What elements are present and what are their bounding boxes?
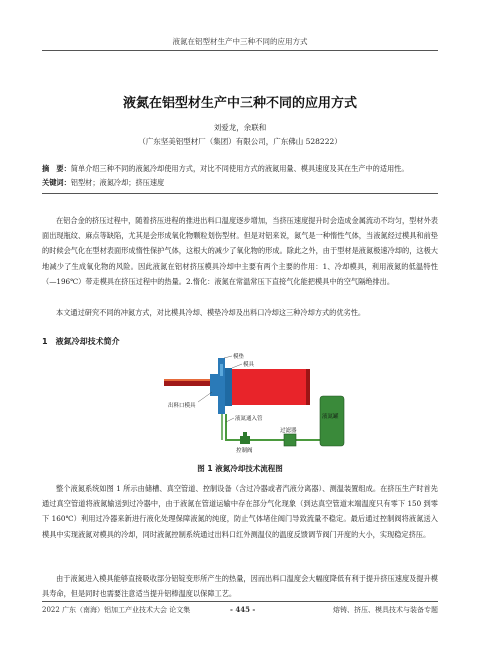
paper-title: 液氮在铝型材生产中三种不同的应用方式 <box>122 96 357 111</box>
ln2-cooling-flow-diagram <box>160 352 360 460</box>
footer-page-number: - 445 - <box>230 605 256 614</box>
abstract-label: 摘 要： <box>42 164 71 173</box>
control-valve-stem <box>243 432 247 436</box>
section-heading: 1 液氮冷却技术简介 <box>42 337 120 346</box>
body-paragraph-2: 由于液氮进入模具能够直接吸收部分铝锭变形所产生的热量，因而出料口温度会大幅度降低有利于提升挤压速度及提升模具寿命，但是同时也需要注意适当提升铝棒温度以保障工艺。 <box>42 574 438 599</box>
filter <box>284 434 296 446</box>
leader-mold-pad <box>224 356 232 358</box>
label-mold-pad: 模垫 <box>233 354 245 360</box>
die-inner <box>220 364 223 376</box>
figure-caption: 图 1 液氮冷却技术流程图 <box>197 464 283 473</box>
keywords-label: 关键词： <box>42 178 71 187</box>
abstract-rule <box>42 193 438 194</box>
label-ln2-inlet: 液氮通入管 <box>235 416 263 422</box>
leader-mold <box>232 364 242 368</box>
authors: 刘爱龙，余联和 <box>213 123 267 132</box>
intro-paragraph-1: 在铝合金的挤压过程中，随着挤压进程的推进出料口温度逐步增加，当挤压速度提升时会造成金属流动不均匀，型材外表面出现瓶纹、麻点等缺陷，尤其是会形成氧化物颗粒划伤型材。但是对铝来说，氮气是一种惰性气体，当液氮经过模具和前垫的时候会气化在型材表面形成惰性保护气体，这根大的减少了氧化物的形成。除此之外，由于型材是液氮极速冷却的，这极大地减少了生成氧化物的风险。因此液氮在铝材挤压模具冷却中主要有两个主要的作用：1、冷却模具，利用液氮的低温特性（—196℃）带走模具在挤压过程中的热量。2.惰化：液氮在常温常压下直接气化能把模具中的空气隔绝排出。 <box>42 216 438 286</box>
ln2-tank <box>320 396 344 446</box>
keywords <box>42 177 442 189</box>
footer-left: 2022 广东（南海）铝加工产业技术大会 论文集 <box>42 606 191 614</box>
running-header: 液氮在铝型材生产中三种不同的应用方式 <box>172 37 308 46</box>
abstract <box>42 163 442 175</box>
billet <box>232 369 306 405</box>
affiliation: （广东坚美铝型材厂（集团）有限公司，广东佛山 528222） <box>138 137 342 146</box>
header-rule <box>42 50 438 51</box>
footer-rule <box>42 601 438 602</box>
leader-inlet <box>226 418 234 422</box>
die-block <box>225 368 232 406</box>
intro-paragraph-2: 本文通过研究不同的冲氮方式，对比模具冷却、模垫冷却及出料口冷却这三种冷却方式的优劣性。 <box>56 308 366 317</box>
label-outlet-mold: 出料口模具 <box>168 403 196 409</box>
control-valve <box>240 436 250 444</box>
abstract-text: 简单介绍三种不同的液氮冷却使用方式，对比不同使用方式的液氮用量、模具速度及其在生产中的适用性。 <box>70 164 409 173</box>
body-paragraph-1: 整个液氮系统如图 1 所示由储槽、真空管道、控制设备（含过冷器或者汽液分离器）、测温装置组成。在挤压生产时首先通过真空管道将液氮输送到过冷器中，由于液氮在管道运输中存在部分气化现象（到达真空管道末端温度只有零下 150 到零下 160℃）利用过冷器来新进行液化处理保障液氮的纯度，防止气体堵住阀门导致流量不稳定。最后通过控制阀将液氮送入模具中实现液氮对模具的冷却，同时液氮控制系统通过出料口红外测温仪的温度反馈调节阀门开度的大小，实现稳定挤压。 <box>42 484 438 539</box>
leader-outlet <box>198 392 212 402</box>
profile-glow <box>164 379 212 381</box>
billet-right <box>306 369 310 405</box>
label-control-valve: 控制阀 <box>236 448 253 454</box>
label-filter: 过滤器 <box>280 428 297 434</box>
label-ln2-tank: 液氮罐 <box>322 414 339 420</box>
extruded-profile <box>164 381 212 386</box>
keywords-text: 铝型材；液氮冷却；挤压速度 <box>70 178 165 187</box>
label-mold: 模具 <box>243 362 255 368</box>
footer-right: 熔铸、挤压、模具技术与装备专题 <box>333 606 438 614</box>
